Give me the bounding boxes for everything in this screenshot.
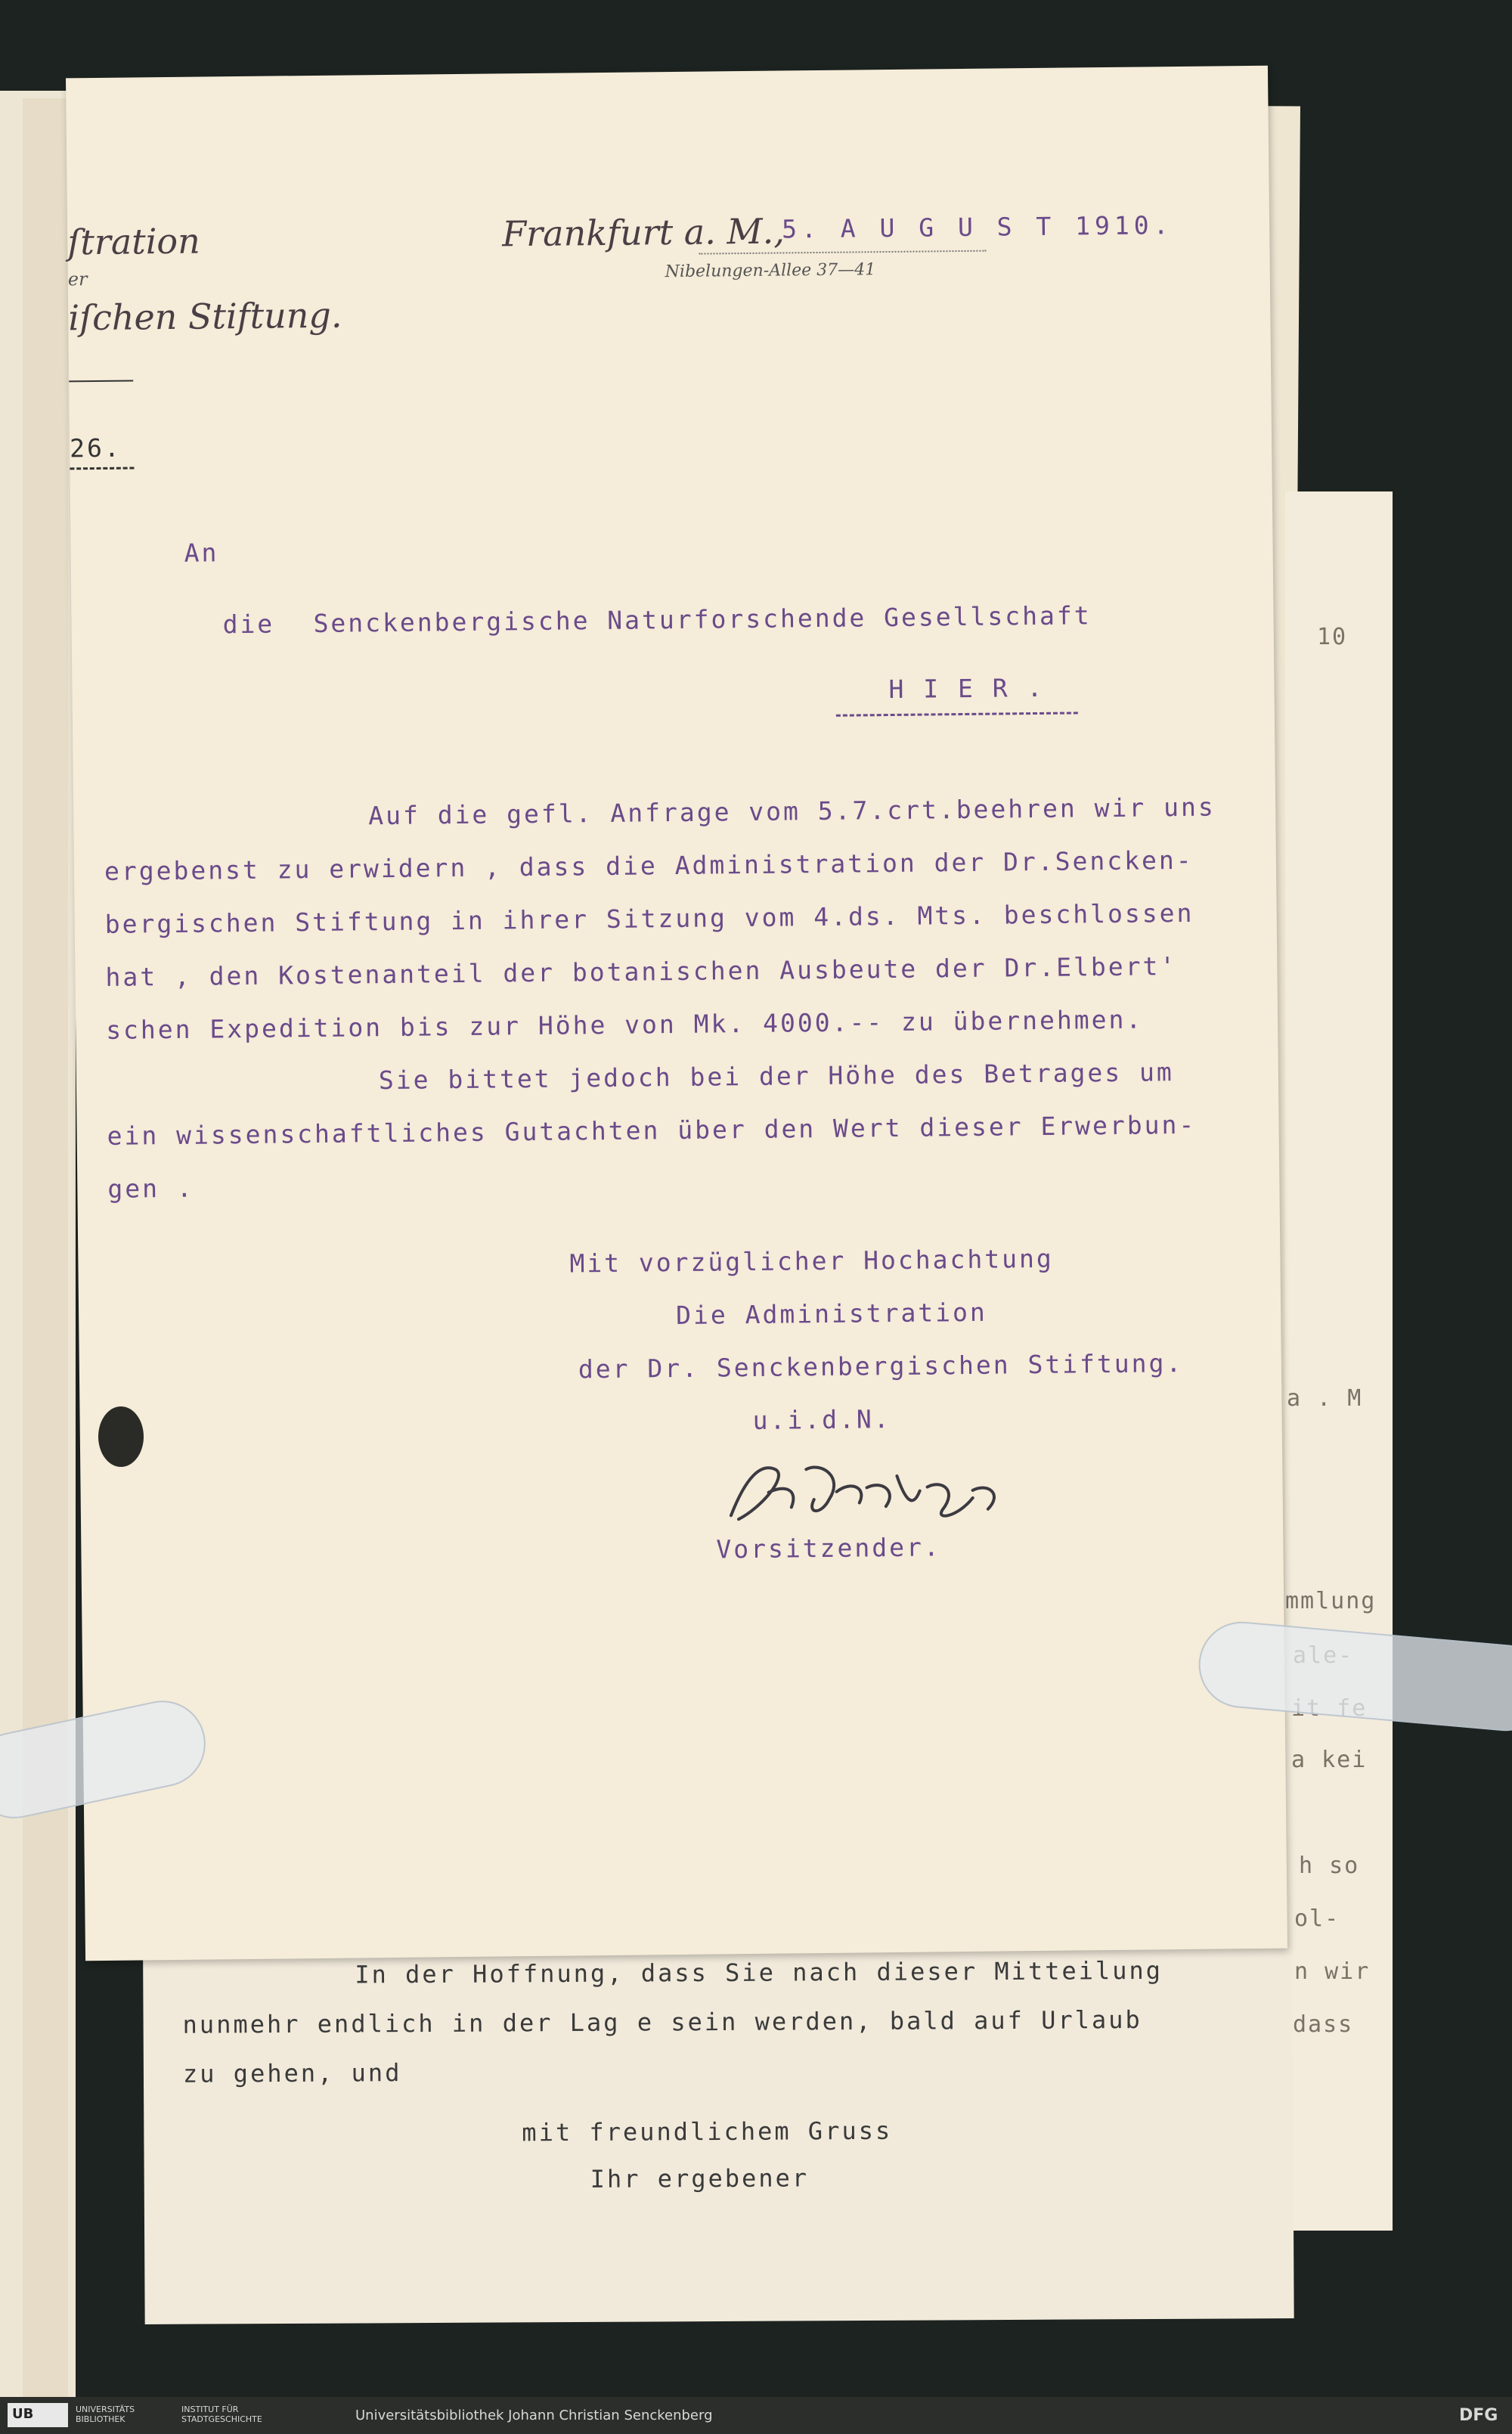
left-paper-edge-inner [23,98,68,2397]
closing-administration: Die Administration [675,1297,987,1331]
letterhead-address: Nibelungen-Allee 37—41 [665,260,876,282]
org-name-line2: er [67,268,88,290]
under-text-line: Ihr ergebener [590,2163,810,2194]
divider [70,467,134,470]
reference-number: 26. [69,433,122,464]
body-line: ergebenst zu erwidern , dass die Administration der Dr.Sencken- [104,845,1194,886]
under-text-line: nunmehr endlich in der Lag e sein werden, bald auf Urlaub [182,2005,1142,2039]
right-text: h so [1299,1853,1360,1879]
place-line: Frankfurt a. M., [501,210,785,255]
recipient-salutation: An [184,538,219,568]
body-line: hat , den Kostenanteil der botanischen Ausbeute der Dr.Elbert' [105,951,1178,992]
letter-date: 5. A U G U S T 1910. [781,210,1173,244]
recipient-location: H I E R . [888,672,1045,705]
under-text-line: zu gehen, und [182,2058,402,2088]
under-text-line: mit freundlichem Gruss [522,2116,893,2147]
punched-hole [98,1406,144,1467]
recipient-prefix: die [222,609,275,640]
footer-bar [0,2397,1512,2434]
body-line: bergischen Stiftung in ihrer Sitzung vom 4.ds. Mts. beschlossen [104,898,1194,939]
closing-uidn: u.i.d.N. [752,1404,891,1435]
right-text: dass [1293,2011,1354,2038]
under-text-line: In der Hoffnung, dass Sie nach dieser Mitteilung [355,1955,1163,1989]
org-name-line1: ſtration [67,220,201,263]
library-name: Universitätsbibliothek Johann Christian Senckenberg [355,2408,713,2423]
body-line: gen . [107,1173,194,1204]
location-underline [836,712,1078,716]
right-text: a kei [1291,1747,1368,1773]
right-underlying-letter [1285,491,1393,2231]
closing-greeting: Mit vorzüglicher Hochachtung [569,1243,1054,1279]
body-line: schen Expedition bis zur Höhe von Mk. 4000.-- zu übernehmen. [105,1004,1144,1045]
main-letter [66,66,1287,1961]
closing-foundation: der Dr. Senckenbergischen Stiftung. [578,1348,1184,1384]
body-line: Auf die gefl. Anfrage vom 5.7.crt.beehren wir uns [368,792,1216,831]
institute-text: INSTITUT FÜR STADTGESCHICHTE [181,2405,262,2424]
body-line: ein wissenschaftliches Gutachten über den Wert dieser Erwerbun- [107,1109,1197,1151]
body-line: Sie bittet jedoch bei der Höhe des Betrages um [378,1057,1174,1096]
right-text: mmlung [1285,1588,1377,1614]
right-text: 10 [1317,624,1348,650]
dfg-logo: DFG [1459,2406,1498,2425]
ub-text: UNIVERSITÄTS BIBLIOTHEK [76,2405,135,2424]
signature [715,1444,1033,1530]
recipient-name: Senckenbergische Naturforschende Gesellschaft [313,600,1092,639]
right-text: ol- [1294,1905,1340,1932]
org-name-line3: iſchen Stiftung. [68,294,342,339]
divider [69,380,133,382]
right-text: n wir [1294,1958,1371,1985]
ub-logo: UB [8,2403,68,2427]
signatory-title: Vorsitzender. [716,1532,941,1564]
right-text: a . M [1287,1385,1363,1412]
